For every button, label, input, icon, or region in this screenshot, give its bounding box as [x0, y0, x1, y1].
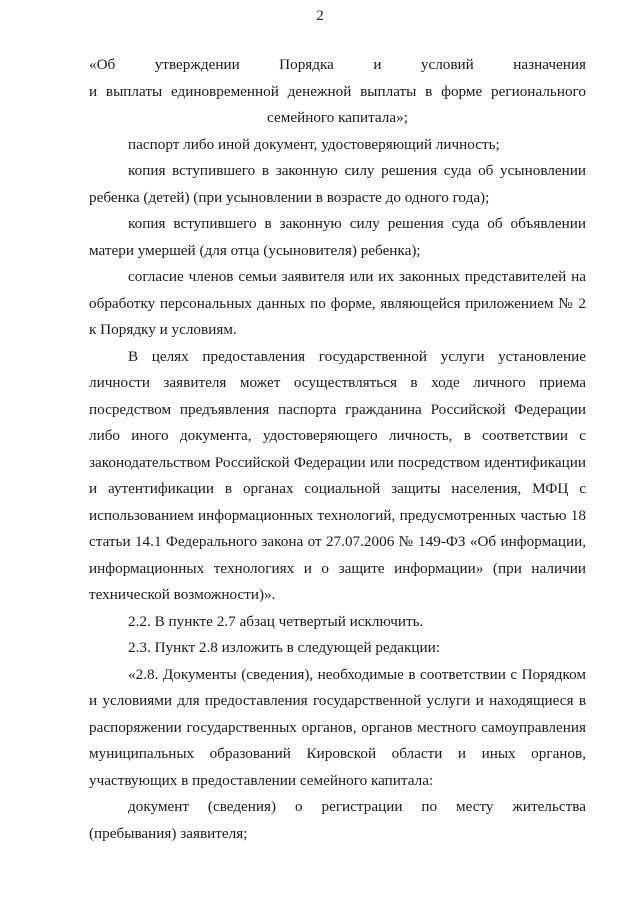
paragraph-9: 2.3. Пункт 2.8 изложить в следующей редакции:: [128, 639, 441, 656]
paragraph-6: согласие членов семьи заявителя или их законных представителей на обработку персональных данных по форме, являющейся приложением № 2 к Порядку и условиям.: [89, 268, 586, 338]
paragraph-5: копия вступившего в законную силу решения суда об объявлении матери умершей (для отца (усыновителя) ребенка);: [89, 215, 586, 259]
paragraph-11: документ (сведения) о регистрации по месту жительства (пребывания) заявителя;: [89, 798, 586, 842]
paragraph-2: и выплаты единовременной денежной выплаты в форме регионального семейного капитала»;: [89, 82, 586, 126]
paragraph-7: В целях предоставления государственной услуги установление личности заявителя может осуществляться в ходе личного приема посредством предъявления паспорта гражданина Российской Федерации либо иного документа, удостоверяющего личность, в соответствии с законодательством Российской Федерации или посредством идентификации и аутентификации в органах социальной защиты населения, МФЦ с использованием информационных технологий, предусмотренных частью 18 статьи 14.1 Федерального закона от 27.07.2006 № 149-ФЗ «Об информации, информационных технологиях и о защите информации» (при наличии технической возможности)».: [89, 347, 586, 603]
paragraph-4: копия вступившего в законную силу решения суда об усыновлении ребенка (детей) (при усыновлении в возрасте до одного года);: [89, 162, 586, 206]
page-number: 2: [316, 8, 324, 24]
paragraph-1: «Об утверждении Порядка и условий назначения: [89, 56, 586, 73]
paragraph-10: «2.8. Документы (сведения), необходимые в соответствии с Порядком и условиями для предоставления государственной услуги и находящиеся в распоряжении государственных органов, органов местного самоуправления муниципальных образований Кировской области и иных органов, участвующих в предоставлении семейного капитала:: [89, 665, 586, 789]
paragraph-3: паспорт либо иной документ, удостоверяющий личность;: [128, 135, 500, 153]
paragraph-8: 2.2. В пункте 2.7 абзац четвертый исключить.: [128, 612, 424, 630]
document-body: [89, 52, 586, 847]
